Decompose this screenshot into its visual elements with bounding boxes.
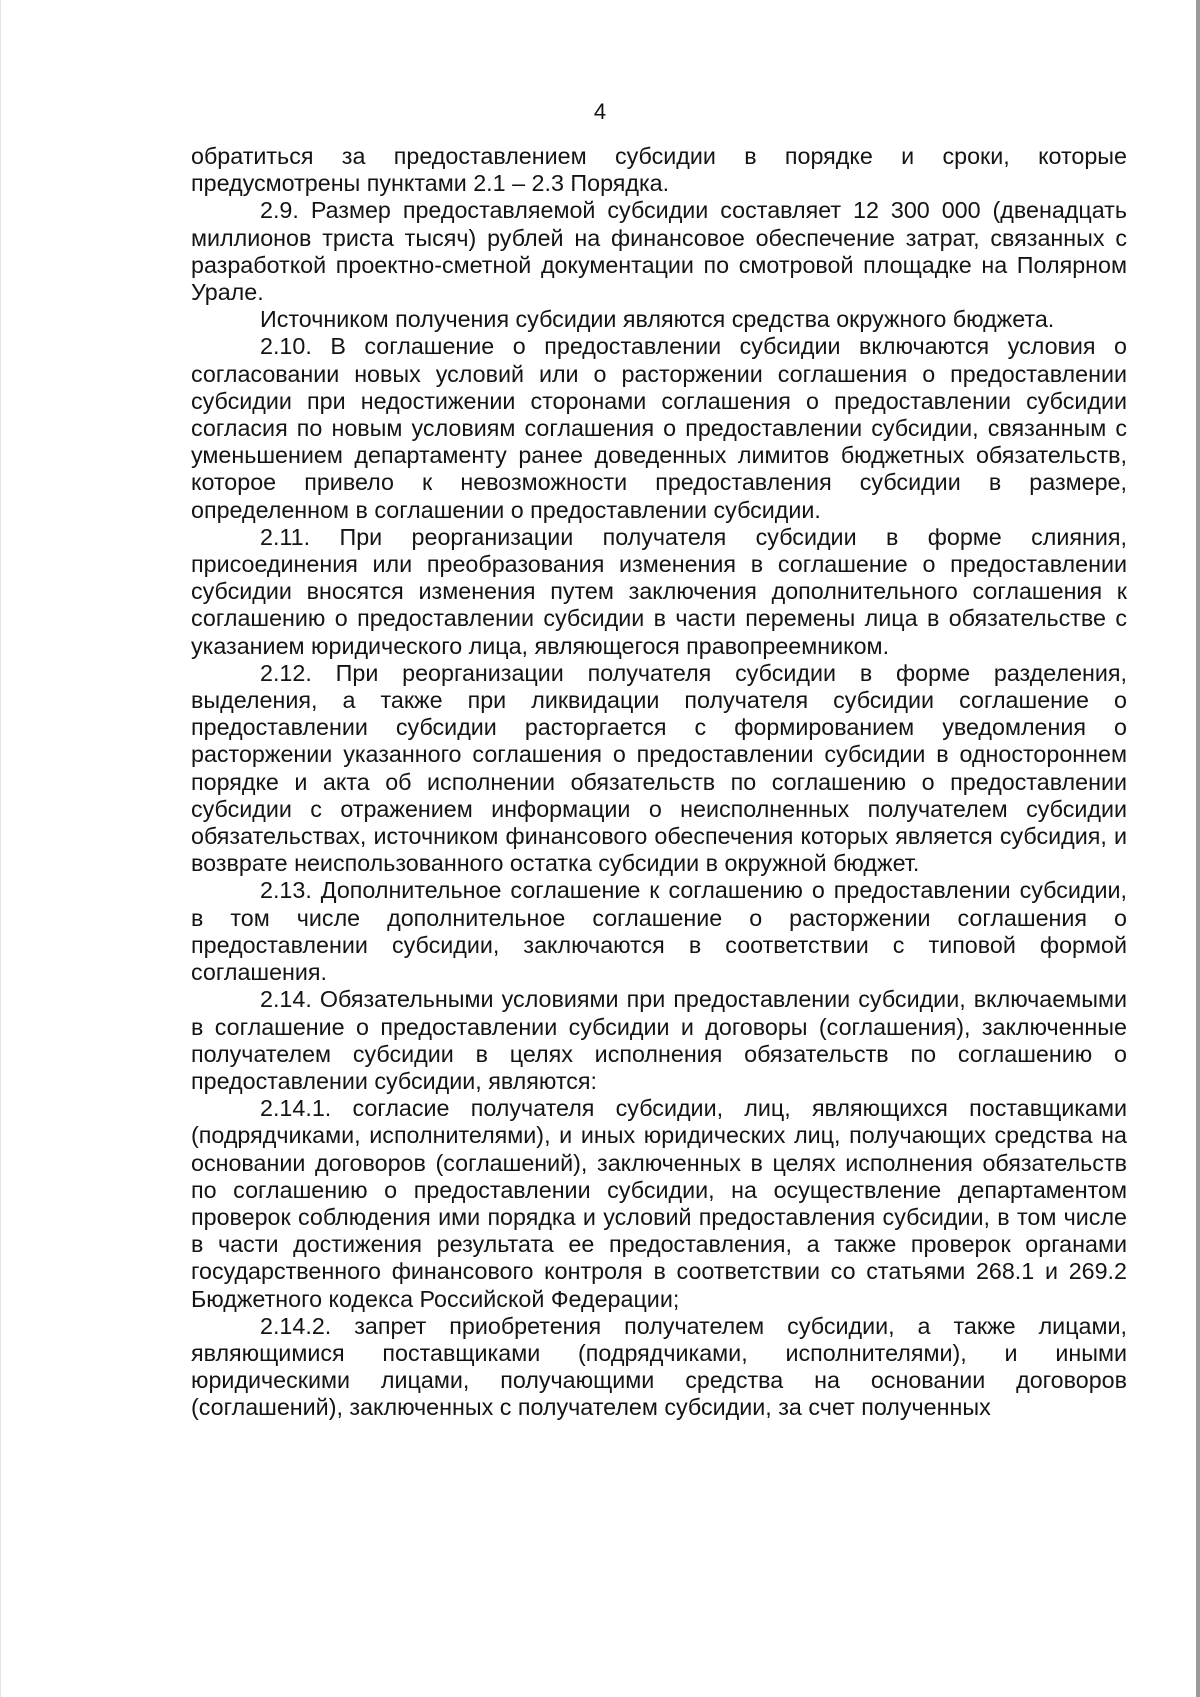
paragraph-2-13: 2.13. Дополнительное соглашение к соглашению о предоставлении субсидии, в том числе дополнительное соглашение о расторжении соглашения о предоставлении субсидии, заключаются в соответствии с типовой формой соглашения. [191, 877, 1127, 986]
paragraph-2-14: 2.14. Обязательными условиями при предоставлении субсидии, включаемыми в соглашение о предоставлении субсидии и договоры (соглашения), заключенные получателем субсидии в целях исполнения обязательств по соглашению о предоставлении субсидии, являются: [191, 986, 1127, 1094]
paragraph-2-9: 2.9. Размер предоставляемой субсидии составляет 12 300 000 (двенадцать миллионов триста тысяч) рублей на финансовое обеспечение затрат, связанных с разработкой проектно-сметной документации по смотровой площадке на Полярном Урале. [191, 197, 1127, 306]
paragraph-2-10: 2.10. В соглашение о предоставлении субсидии включаются условия о согласовании новых условий или о расторжении соглашения о предоставлении субсидии при недостижении сторонами соглашения о предоставлении субсидии согласия по новым условиям соглашения о предоставлении субсидии, связанным с уменьшением департаменту ранее доведенных лимитов бюджетных обязательств, которое привело к невозможности предоставления субсидии в размере, определенном в соглашении о предоставлении субсидии. [191, 333, 1127, 523]
paragraph-2-14-1: 2.14.1. согласие получателя субсидии, лиц, являющихся поставщиками (подрядчиками, исполнителями), и иных юридических лиц, получающих средства на основании договоров (соглашений), заключенных в целях исполнения обязательств по соглашению о предоставлении субсидии, на осуществление департаментом проверок соблюдения ими порядка и условий предоставления субсидии, в том числе в части достижения результата ее предоставления, а также проверок органами государственного финансового контроля в соответствии со статьями 268.1 и 269.2 Бюджетного кодекса Российской Федерации; [191, 1095, 1127, 1312]
document-body [191, 143, 1127, 1422]
paragraph-funding-source: Источником получения субсидии являются средства окружного бюджета. [260, 306, 1055, 333]
page-number: 4 [593, 99, 607, 124]
paragraph-2-12: 2.12. При реорганизации получателя субсидии в форме разделения, выделения, а также при ликвидации получателя субсидии соглашение о предоставлении субсидии расторгается с формированием уведомления о расторжении указанного соглашения о предоставлении субсидии в одностороннем порядке и акта об исполнении обязательств по соглашению о предоставлении субсидии с отражением информации о неисполненных получателем субсидии обязательствах, источником финансового обеспечения которых является субсидия, и возврате неиспользованного остатка субсидии в окружной бюджет. [191, 659, 1127, 877]
paragraph-2-14-2: 2.14.2. запрет приобретения получателем субсидии, а также лицами, являющимися поставщиками (подрядчиками, исполнителями), и иными юридическими лицами, получающими средства на основании договоров (соглашений), заключенных с получателем субсидии, за счет полученных [191, 1312, 1127, 1421]
paragraph-continuation: обратиться за предоставлением субсидии в порядке и сроки, которые предусмотрены пунктами 2.1 – 2.3 Порядка. [191, 143, 1127, 197]
paragraph-2-11: 2.11. При реорганизации получателя субсидии в форме слияния, присоединения или преобразования изменения в соглашение о предоставлении субсидии вносятся изменения путем заключения дополнительного соглашения к соглашению о предоставлении субсидии в части перемены лица в обязательстве с указанием юридического лица, являющегося правопреемником. [191, 523, 1127, 659]
